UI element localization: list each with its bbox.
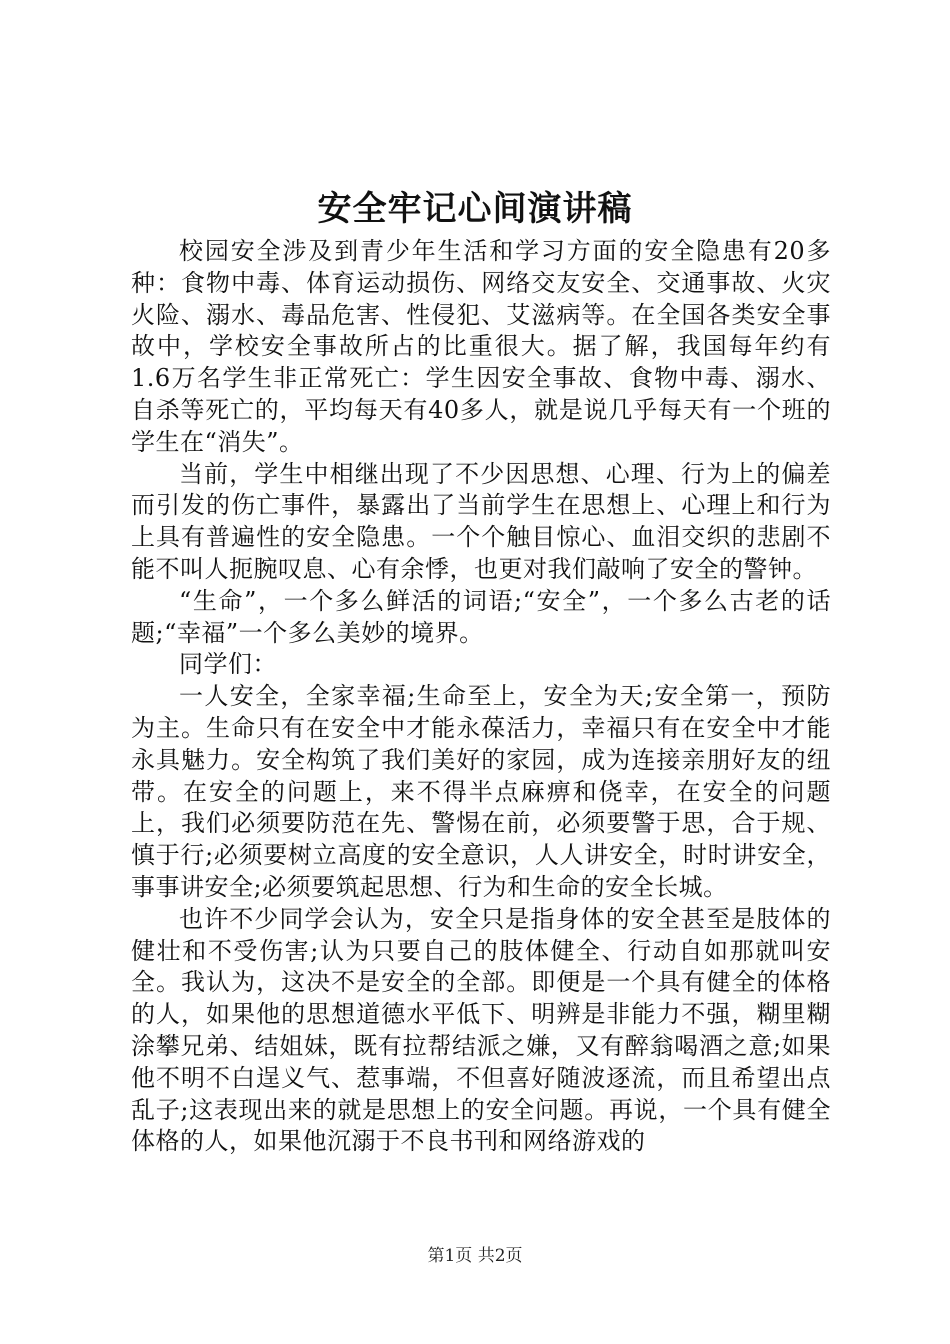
paragraph: 也许不少同学会认为，安全只是指身体的安全甚至是肢体的健壮和不受伤害;认为只要自己的肢体健全、行动自如那就叫安全。我认为，这决不是安全的全部。即便是一个具有健全的体格的人，如果他的思想道德水平低下、明辨是非能力不强，糊里糊涂攀兄弟、结姐妹，既有拉帮结派之嫌，又有醉翁喝酒之意;如果他不明不白逞义气、惹事端，不但喜好随波逐流，而且希望出点乱子;这表现出来的就是思想上的安全问题。再说，一个具有健全体格的人，如果他沉溺于不良书刊和网络游戏的 — [131, 904, 831, 1156]
salutation: 同学们： — [179, 650, 277, 679]
document-title: 安全牢记心间演讲稿 — [317, 189, 633, 229]
paragraph: 当前，学生中相继出现了不少因思想、心理、行为上的偏差而引发的伤亡事件，暴露出了当前学生在思想上、心理上和行为上具有普遍性的安全隐患。一个个触目惊心、血泪交织的悲剧不能不叫人扼腕叹息、心有余悸，也更对我们敲响了安全的警钟。 — [131, 459, 831, 583]
paragraph: “生命”，一个多么鲜活的词语;“安全”，一个多么古老的话题;“幸福”一个多么美妙的境界。 — [131, 586, 831, 647]
page-number-footer: 第1页 共2页 — [427, 1246, 523, 1266]
document-body — [131, 236, 831, 1158]
paragraph: 一人安全，全家幸福;生命至上，安全为天;安全第一，预防为主。生命只有在安全中才能永葆活力，幸福只有在安全中才能永具魅力。安全构筑了我们美好的家园，成为连接亲朋好友的纽带。在安全的问题上，来不得半点麻痹和侥幸，在安全的问题上，我们必须要防范在先、警惕在前，必须要警于思，合于规、慎于行;必须要树立高度的安全意识，人人讲安全，时时讲安全，事事讲安全;必须要筑起思想、行为和生命的安全长城。 — [131, 682, 831, 901]
paragraph: 校园安全涉及到青少年生活和学习方面的安全隐患有20多种：食物中毒、体育运动损伤、网络交友安全、交通事故、火灾火险、溺水、毒品危害、性侵犯、艾滋病等。在全国各类安全事故中，学校安全事故所占的比重很大。据了解，我国每年约有1.6万名学生非正常死亡：学生因安全事故、食物中毒、溺水、自杀等死亡的，平均每天有40多人，就是说几乎每天有一个班的学生在“消失”。 — [131, 237, 831, 456]
